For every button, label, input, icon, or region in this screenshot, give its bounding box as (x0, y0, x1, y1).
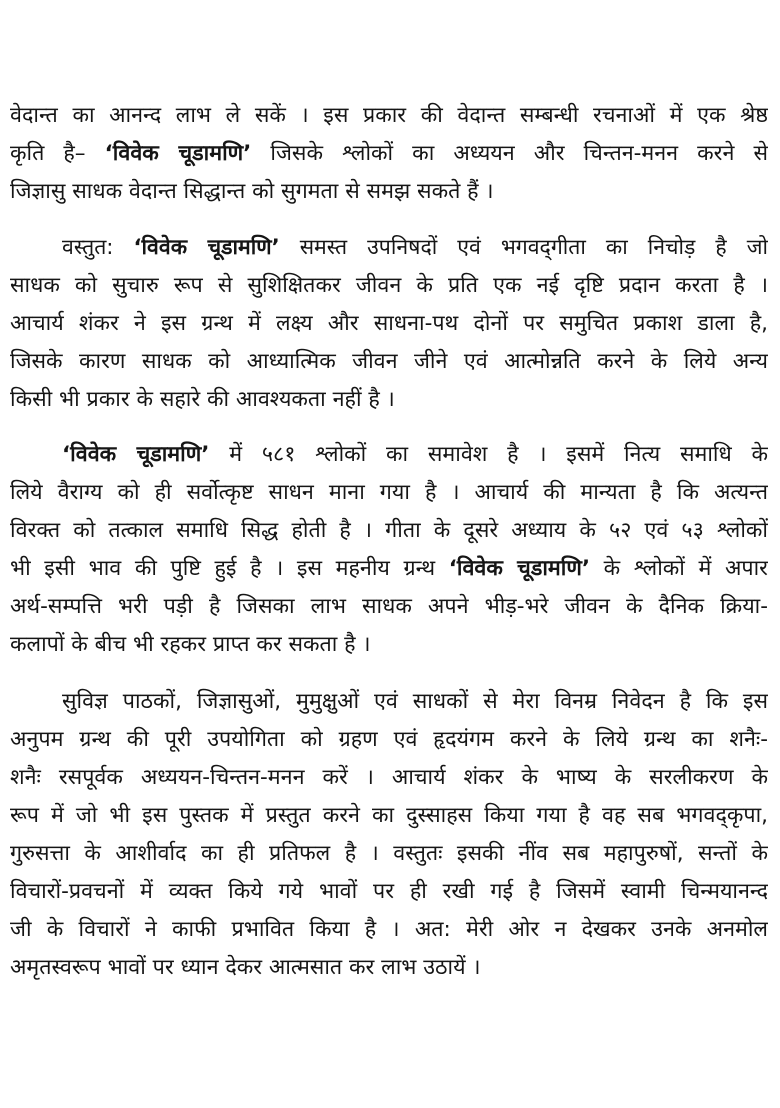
paragraph-line (10, 436, 768, 474)
paragraph-4 (10, 683, 768, 987)
book-title-text: ‘विवेक चूडामणि’ (104, 141, 252, 166)
paragraph-line (10, 343, 768, 381)
text-run: लिये वैराग्य को ही सर्वोत्कृष्ट साधन माना गया है । आचार्य की मान्यता है कि अत्यन्त (10, 480, 768, 505)
paragraph-line (10, 911, 768, 949)
paragraph-line (10, 135, 768, 173)
text-run: कृति है– (10, 141, 105, 166)
text-run: अनुपम ग्रन्थ की पूरी उपयोगिता को ग्रहण एवं हृदयंगम करने के लिये ग्रन्थ का शनैः- (10, 727, 768, 752)
paragraph-line (10, 173, 768, 211)
text-run: किसी भी प्रकार के सहारे की आवश्यकता नहीं है । (10, 387, 395, 412)
paragraph-line (10, 267, 768, 305)
text-run: वस्तुत: (62, 235, 134, 260)
paragraph-3 (10, 436, 768, 664)
paragraph-1 (10, 97, 768, 211)
book-title-text: ‘विवेक चूडामणि’ (448, 556, 591, 581)
paragraph-line (10, 683, 768, 721)
text-run: साधक को सुचारु रूप से सुशिक्षितकर जीवन के प्रति एक नई दृष्टि प्रदान करता है । (10, 273, 768, 298)
paragraph-line (10, 835, 768, 873)
text-run: वेदान्त का आनन्द लाभ ले सकें । इस प्रकार की वेदान्त सम्बन्धी रचनाओं में एक श्रेष्ठ (10, 103, 768, 128)
text-run: कलापों के बीच भी रहकर प्राप्त कर सकता है । (10, 632, 371, 657)
text-run: समस्त उपनिषदों एवं भगवद्‌गीता का निचोड़ है जो (279, 235, 768, 260)
text-run: अमृतस्वरूप भावों पर ध्यान देकर आत्मसात कर लाभ उठायें । (10, 955, 481, 980)
text-run: अर्थ-सम्पत्ति भरी पड़ी है जिसका लाभ साधक अपने भीड़-भरे जीवन के दैनिक क्रिया- (10, 594, 768, 619)
book-title-text: ‘विवेक चूडामणि’ (133, 235, 280, 260)
text-run: विरक्त को तत्काल समाधि सिद्ध होती है । गीता के दूसरे अध्याय के ५२ एवं ५३ श्लोकों (10, 518, 768, 543)
paragraph-line (10, 626, 768, 664)
paragraph-line (10, 97, 768, 135)
paragraph-line (10, 474, 768, 512)
text-run: में ५८१ श्लोकों का समावेश है । इसमें नित्य समाधि के (209, 442, 768, 467)
paragraph-line (10, 550, 768, 588)
text-run: शनैः रसपूर्वक अध्ययन-चिन्तन-मनन करें । आचार्य शंकर के भाष्य के सरलीकरण के (10, 765, 768, 790)
text-run: जिज्ञासु साधक वेदान्त सिद्धान्त को सुगमता से समझ सकते हैं । (10, 179, 494, 204)
text-run: जिसके कारण साधक को आध्यात्मिक जीवन जीने एवं आत्मोन्नति करने के लिये अन्य (10, 349, 768, 374)
paragraph-line (10, 949, 768, 987)
text-run: सुविज्ञ पाठकों, जिज्ञासुओं, मुमुक्षुओं एवं साधकों से मेरा विनम्र निवेदन है कि इस (62, 689, 768, 714)
book-title-text: ‘विवेक चूडामणि’ (62, 442, 210, 467)
paragraph-line (10, 721, 768, 759)
text-run: आचार्य शंकर ने इस ग्रन्थ में लक्ष्य और साधना-पथ दोनों पर समुचित प्रकाश डाला है, (10, 311, 768, 336)
paragraph-line (10, 759, 768, 797)
paragraph-line (10, 381, 768, 419)
paragraph-2 (10, 229, 768, 419)
text-run: रूप में जो भी इस पुस्तक में प्रस्तुत करने का दुस्साहस किया गया है वह सब भगवद्कृपा, (10, 803, 768, 828)
paragraph-line (10, 229, 768, 267)
text-run: भी इसी भाव की पुष्टि हुई है । इस महनीय ग्रन्थ (10, 556, 449, 581)
text-run: के श्लोकों में अपार (590, 556, 768, 581)
paragraph-line (10, 588, 768, 626)
paragraph-line (10, 512, 768, 550)
paragraph-line (10, 305, 768, 343)
text-run: जिसके श्लोकों का अध्ययन और चिन्तन-मनन करने से (251, 141, 768, 166)
text-run: जी के विचारों ने काफी प्रभावित किया है । अत: मेरी ओर न देखकर उनके अनमोल (10, 917, 768, 942)
paragraph-line (10, 797, 768, 835)
text-run: गुरुसत्ता के आशीर्वाद का ही प्रतिफल है । वस्तुतः इसकी नींव सब महापुरुषों, सन्तों के (10, 841, 768, 866)
text-run: विचारों-प्रवचनों में व्यक्त किये गये भावों पर ही रखी गई है जिसमें स्वामी चिन्मयानन्द (10, 879, 768, 904)
paragraph-line (10, 873, 768, 911)
